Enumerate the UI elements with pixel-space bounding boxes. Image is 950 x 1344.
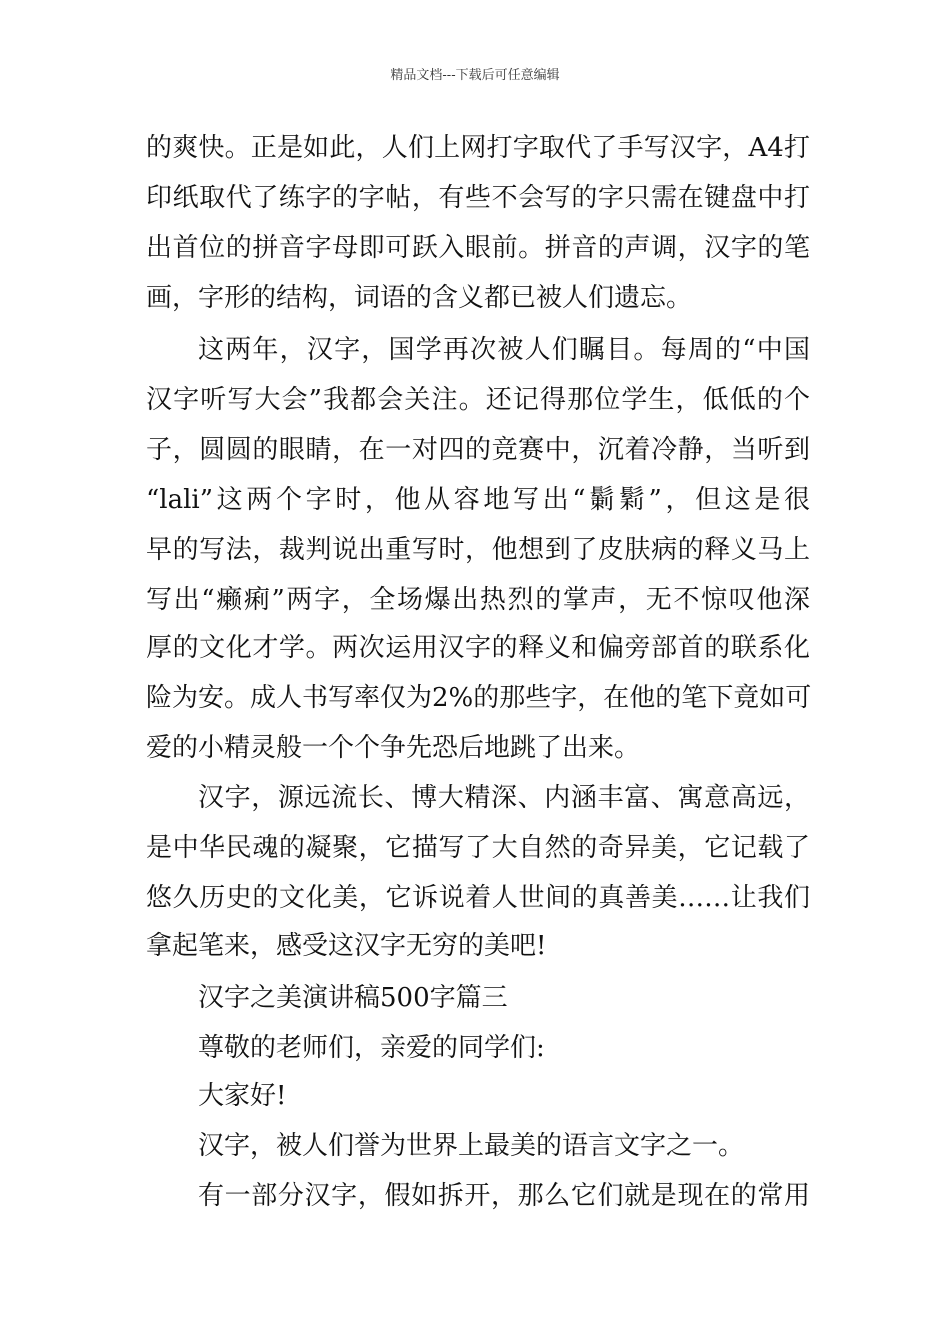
text-line: 画，字形的结构，词语的含义都已被人们遗忘。 bbox=[146, 283, 693, 313]
text-line: 汉字听写大会”我都会关注。还记得那位学生，低低的个 bbox=[146, 385, 810, 415]
text-line: 汉字，被人们誉为世界上最美的语言文字之一。 bbox=[198, 1131, 745, 1161]
text-line: 汉字，源远流长、博大精深、内涵丰富、寓意高远， bbox=[198, 783, 810, 813]
text-line: 险为安。成人书写率仅为2%的那些字，在他的笔下竟如可 bbox=[146, 683, 812, 713]
section-title: 汉字之美演讲稿500字篇三 bbox=[198, 983, 508, 1013]
text-line: 是中华民魂的凝聚，它描写了大自然的奇异美，它记载了 bbox=[146, 833, 810, 863]
text-line: “lali”这两个字时，他从容地写出“鬎鬁”，但这是很 bbox=[146, 485, 810, 515]
text-line: 出首位的拼音字母即可跃入眼前。拼音的声调，汉字的笔 bbox=[146, 233, 810, 263]
text-line: 爱的小精灵般一个个争先恐后地跳了出来。 bbox=[146, 733, 641, 763]
text-line: 的爽快。正是如此，人们上网打字取代了手写汉字，A4打 bbox=[146, 133, 810, 163]
text-line: 印纸取代了练字的字帖，有些不会写的字只需在键盘中打 bbox=[146, 183, 810, 213]
text-line: 拿起笔来，感受这汉字无穷的美吧! bbox=[146, 931, 547, 961]
text-line: 早的写法，裁判说出重写时，他想到了皮肤病的释义马上 bbox=[146, 535, 810, 565]
text-line: 悠久历史的文化美，它诉说着人世间的真善美……让我们 bbox=[146, 883, 810, 913]
page-header: 精品文档---下载后可任意编辑 bbox=[390, 68, 560, 83]
text-line: 子，圆圆的眼睛，在一对四的竞赛中，沉着冷静，当听到 bbox=[146, 435, 810, 465]
text-line: 写出“癞痢”两字，全场爆出热烈的掌声，无不惊叹他深 bbox=[146, 585, 810, 615]
text-line: 这两年，汉字，国学再次被人们瞩目。每周的“中国 bbox=[198, 335, 810, 365]
text-line: 大家好! bbox=[198, 1081, 287, 1111]
text-line: 有一部分汉字，假如拆开，那么它们就是现在的常用 bbox=[198, 1181, 810, 1211]
text-line: 厚的文化才学。两次运用汉字的释义和偏旁部首的联系化 bbox=[146, 633, 810, 663]
text-line: 尊敬的老师们，亲爱的同学们: bbox=[198, 1033, 545, 1063]
